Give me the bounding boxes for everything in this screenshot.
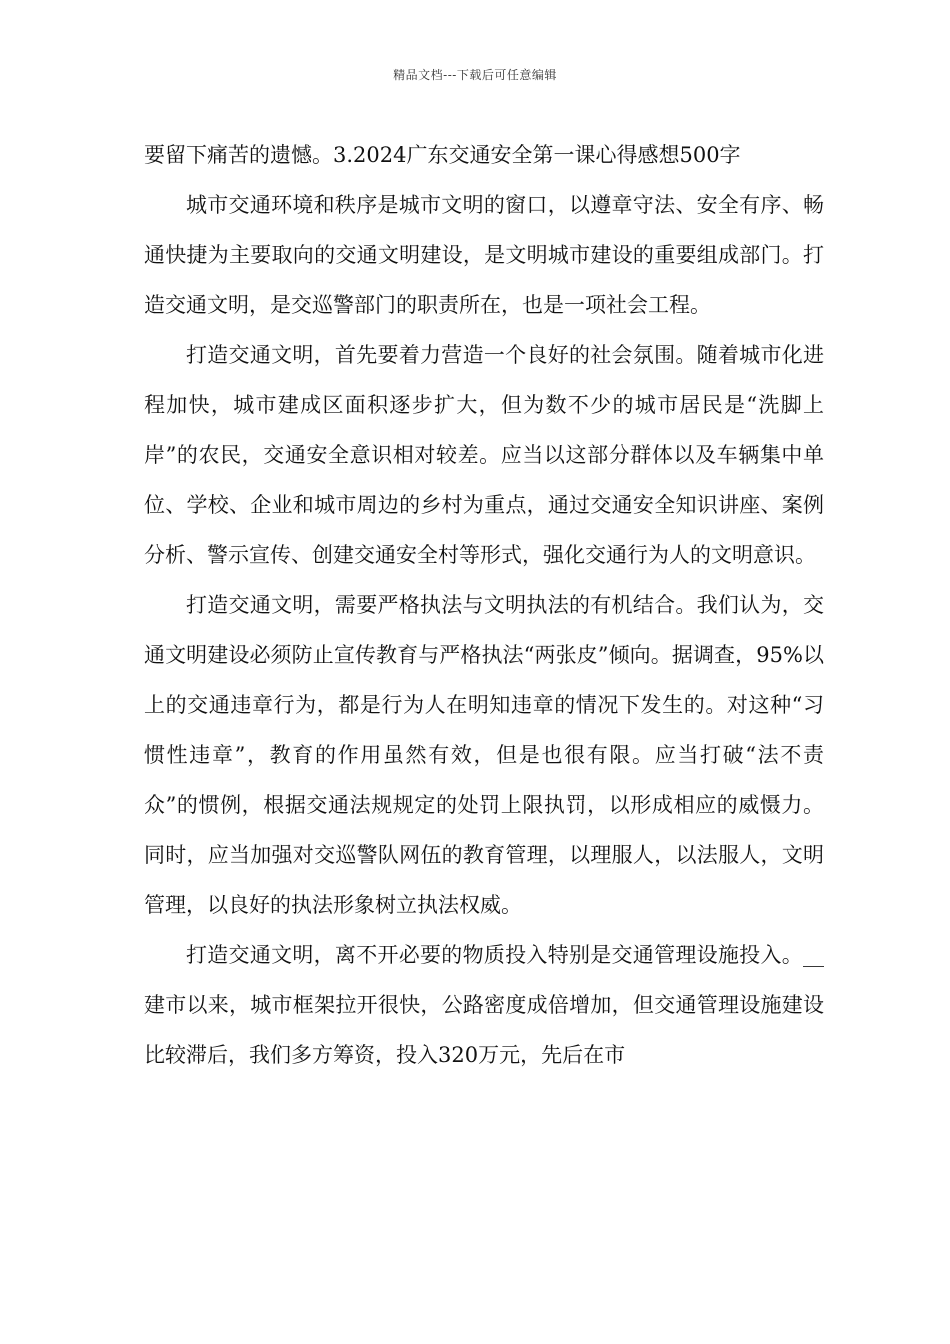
paragraph: 打造交通文明，离不开必要的物质投入特别是交通管理设施投入。__建市以来，城市框架拉开很快，公路密度成倍增加，但交通管理设施建设比较滞后，我们多方筹资，投入320万元，先后在市 <box>144 943 824 1067</box>
paragraph: 打造交通文明，需要严格执法与文明执法的有机结合。我们认为，交通文明建设必须防止宣传教育与严格执法“两张皮”倾向。据调查，95%以上的交通违章行为，都是行为人在明知违章的情况下发生的。对这种“习惯性违章”，教育的作用虽然有效，但是也很有限。应当打破“法不责众”的惯例，根据交通法规规定的处罚上限执罚，以形成相应的威慑力。同时，应当加强对交巡警队网伍的教育管理，以理服人，以法服人，文明管理，以良好的执法形象树立执法权威。 <box>144 593 824 917</box>
paragraph: 要留下痛苦的遗憾。3.2024广东交通安全第一课心得感想500字 <box>144 143 741 167</box>
page-header: 精品文档---下载后可任意编辑 <box>393 68 557 82</box>
paragraph: 打造交通文明，首先要着力营造一个良好的社会氛围。随着城市化进程加快，城市建成区面积逐步扩大，但为数不少的城市居民是“洗脚上岸”的农民，交通安全意识相对较差。应当以这部分群体以及车辆集中单位、学校、企业和城市周边的乡村为重点，通过交通安全知识讲座、案例分析、警示宣传、创建交通安全村等形式，强化交通行为人的文明意识。 <box>144 343 824 567</box>
paragraph: 城市交通环境和秩序是城市文明的窗口，以遵章守法、安全有序、畅通快捷为主要取向的交通文明建设，是文明城市建设的重要组成部门。打造交通文明，是交巡警部门的职责所在，也是一项社会工程。 <box>144 193 824 317</box>
document-body <box>144 130 824 1080</box>
